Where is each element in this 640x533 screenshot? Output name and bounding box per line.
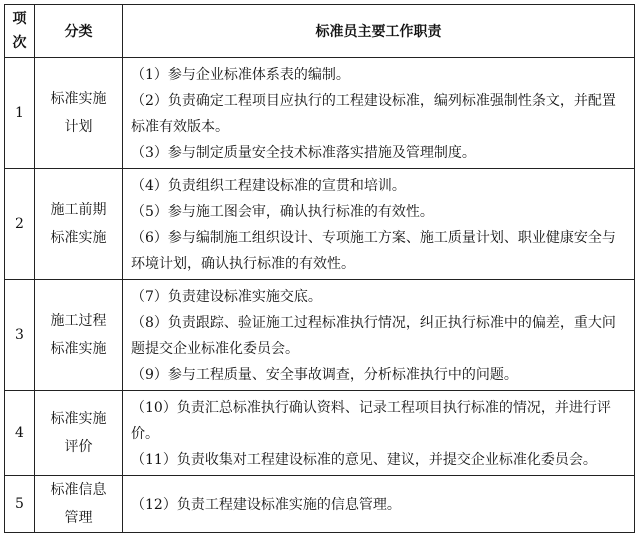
- document-page: [4, 4, 635, 533]
- duty-item: （1）参与企业标准体系表的编制。: [131, 67, 350, 83]
- header-num: 项次: [5, 5, 35, 58]
- duty-item: （6）参与编制施工组织设计、专项施工方案、施工质量计划、职业健康安全与环境计划，确认执行标准的有效性。: [131, 230, 616, 272]
- duty-item: （3）参与制定质量安全技术标准落实措施及管理制度。: [131, 145, 476, 161]
- table-row: [5, 280, 635, 391]
- row-num: 2: [5, 169, 35, 280]
- header-row: [5, 5, 635, 58]
- duty-item: （2）负责确定工程项目应执行的工程建设标准，编列标准强制性条文，并配置标准有效版本。: [131, 93, 616, 135]
- row-num: 5: [5, 476, 35, 533]
- row-category: 标准实施评价: [35, 391, 123, 476]
- row-num: 1: [5, 58, 35, 169]
- table-row: [5, 169, 635, 280]
- duty-item: （7）负责建设标准实施交底。: [131, 289, 322, 305]
- row-duties: [123, 280, 635, 391]
- duty-item: （11）负责收集对工程建设标准的意见、建议，并提交企业标准化委员会。: [131, 452, 597, 468]
- row-duties: [123, 169, 635, 280]
- row-duties: [123, 58, 635, 169]
- header-duties: 标准员主要工作职责: [123, 5, 635, 58]
- duties-table: [4, 4, 635, 533]
- duty-item: （12）负责工程建设标准实施的信息管理。: [131, 497, 401, 513]
- table-row: [5, 391, 635, 476]
- table-row: [5, 476, 635, 533]
- header-category: 分类: [35, 5, 123, 58]
- row-num: 4: [5, 391, 35, 476]
- duty-item: （4）负责组织工程建设标准的宣贯和培训。: [131, 178, 406, 194]
- row-category: 施工过程标准实施: [35, 280, 123, 391]
- row-category: 标准实施计划: [35, 58, 123, 169]
- duty-item: （10）负责汇总标准执行确认资料、记录工程项目执行标准的情况，并进行评价。: [131, 400, 611, 442]
- row-category: 标准信息管理: [35, 476, 123, 533]
- row-duties: [123, 391, 635, 476]
- duty-item: （9）参与工程质量、安全事故调查，分析标准执行中的问题。: [131, 367, 518, 383]
- duty-item: （5）参与施工图会审，确认执行标准的有效性。: [131, 204, 434, 220]
- row-duties: [123, 476, 635, 533]
- duty-item: （8）负责跟踪、验证施工过程标准执行情况，纠正执行标准中的偏差，重大问题提交企业标准化委员会。: [131, 315, 616, 357]
- row-num: 3: [5, 280, 35, 391]
- row-category: 施工前期标准实施: [35, 169, 123, 280]
- table-row: [5, 58, 635, 169]
